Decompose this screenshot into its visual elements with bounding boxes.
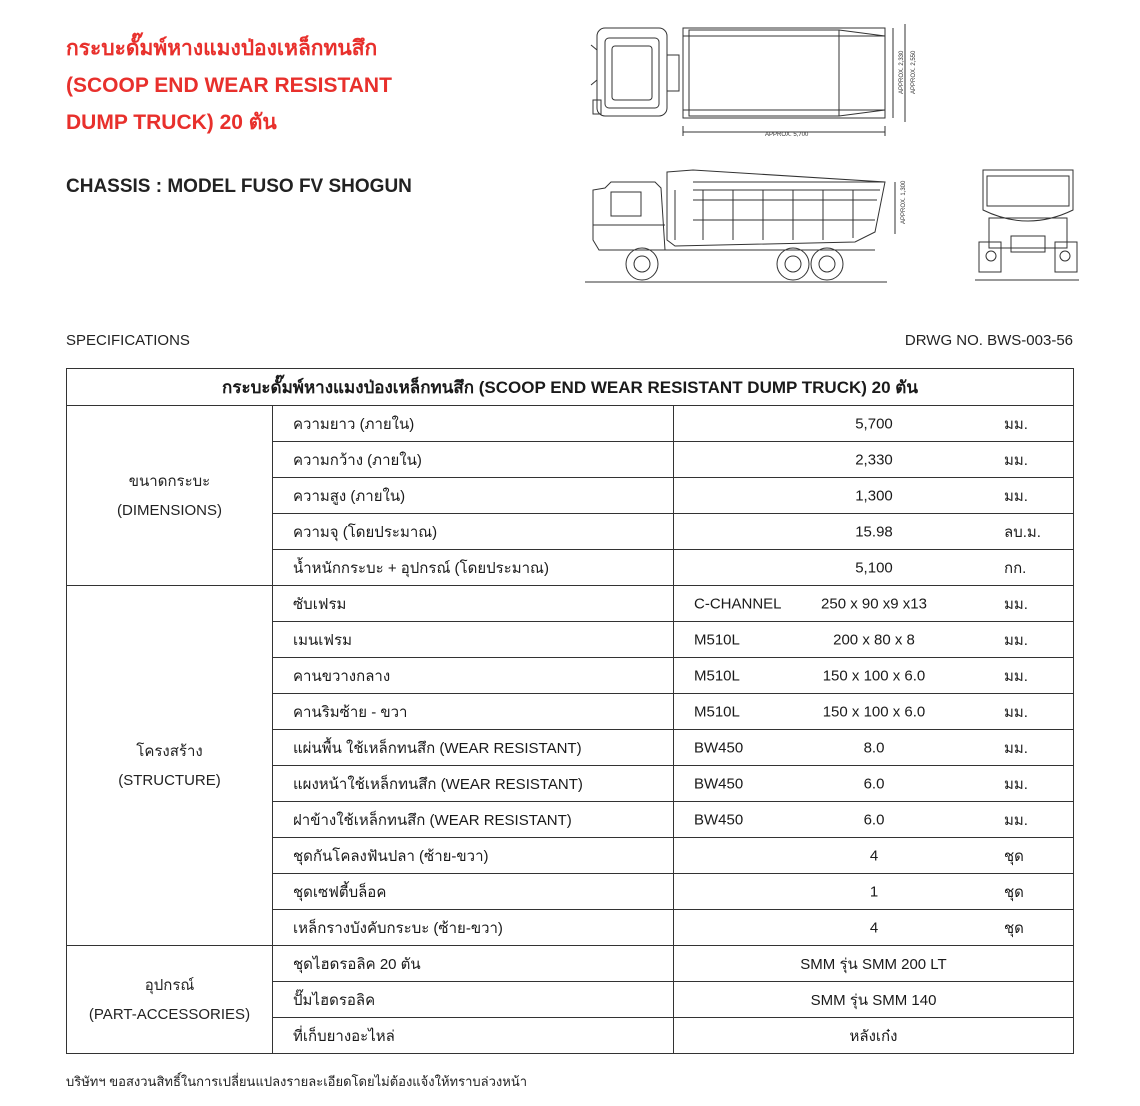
table-header-row xyxy=(67,369,1074,406)
title-line-2: (SCOOP END WEAR RESISTANT xyxy=(66,74,392,97)
side-view-drawing xyxy=(585,170,895,282)
item-value: 15.98 xyxy=(855,523,893,540)
value-cell xyxy=(674,514,1074,550)
chassis-model: CHASSIS : MODEL FUSO FV SHOGUN xyxy=(66,176,412,197)
footnote: บริษัทฯ ขอสงวนสิทธิ์ในการเปลี่ยนแปลงรายละเอียดโดยไม่ต้องแจ้งให้ทราบล่วงหน้า xyxy=(66,1074,528,1089)
group-accessories-en: (PART-ACCESSORIES) xyxy=(88,1005,251,1023)
specifications-table xyxy=(66,368,1074,1054)
table-row xyxy=(67,406,1074,442)
item-label: ปั๊มไฮดรอลิค xyxy=(273,982,674,1018)
truck-drawings xyxy=(575,10,1095,300)
item-unit: ชุด xyxy=(1004,883,1024,901)
item-unit: ลบ.ม. xyxy=(1004,523,1041,541)
item-label: ความยาว (ภายใน) xyxy=(273,406,674,442)
height-dimension-label: APPROX. 1,300 xyxy=(901,180,907,224)
item-label: ชุดเซฟตี้บล็อค xyxy=(273,874,674,910)
item-label: คานขวางกลาง xyxy=(273,658,674,694)
item-value: SMM รุ่น SMM 140 xyxy=(674,982,1074,1018)
value-cell xyxy=(674,622,1074,658)
group-structure-th: โครงสร้าง xyxy=(136,742,203,760)
item-value: 5,100 xyxy=(855,559,893,576)
material-grade: M510L xyxy=(694,667,740,684)
value-cell xyxy=(674,586,1074,622)
group-dimensions xyxy=(67,406,273,586)
item-label: เมนเฟรม xyxy=(273,622,674,658)
item-unit: มม. xyxy=(1004,415,1028,433)
item-label: แผงหน้าใช้เหล็กทนสึก (WEAR RESISTANT) xyxy=(273,766,674,802)
value-cell xyxy=(674,838,1074,874)
material-grade: BW450 xyxy=(694,739,744,756)
item-size: 150 x 100 x 6.0 xyxy=(822,703,926,720)
outer-width-label: APPROX. 2,550 xyxy=(911,50,917,94)
group-accessories xyxy=(67,946,273,1054)
item-label: ชุดกันโคลงฟันปลา (ซ้าย-ขวา) xyxy=(273,838,674,874)
item-unit: มม. xyxy=(1004,595,1028,613)
length-dimension-label: APPROX. 5,700 xyxy=(765,132,809,138)
item-value: SMM รุ่น SMM 200 LT xyxy=(674,946,1074,982)
material-grade: BW450 xyxy=(694,775,744,792)
item-unit: ชุด xyxy=(1004,919,1024,937)
item-quantity: 1 xyxy=(869,883,879,900)
rear-view-drawing xyxy=(975,170,1079,280)
item-unit: กก. xyxy=(1004,559,1027,577)
item-label: ความจุ (โดยประมาณ) xyxy=(273,514,674,550)
item-value: 2,330 xyxy=(855,451,893,468)
item-label: แผ่นพื้น ใช้เหล็กทนสึก (WEAR RESISTANT) xyxy=(273,730,674,766)
table-header: กระบะดั๊มพ์หางแมงป่องเหล็กทนสึก (SCOOP END WEAR RESISTANT DUMP TRUCK) 20 ตัน xyxy=(67,369,1074,406)
item-label: ฝาข้างใช้เหล็กทนสึก (WEAR RESISTANT) xyxy=(273,802,674,838)
item-size: 250 x 90 x9 x13 xyxy=(821,595,927,612)
item-size: 200 x 80 x 8 xyxy=(833,631,915,648)
material-grade: M510L xyxy=(694,631,740,648)
value-cell xyxy=(674,730,1074,766)
item-unit: มม. xyxy=(1004,775,1028,793)
item-unit: มม. xyxy=(1004,451,1028,469)
value-cell xyxy=(674,478,1074,514)
item-unit: มม. xyxy=(1004,667,1028,685)
material-grade: BW450 xyxy=(694,811,744,828)
item-value: 5,700 xyxy=(855,415,893,432)
item-label: ความสูง (ภายใน) xyxy=(273,478,674,514)
value-cell xyxy=(674,874,1074,910)
drawing-number: DRWG NO. BWS-003-56 xyxy=(904,332,1073,349)
group-structure xyxy=(67,586,273,946)
value-cell xyxy=(674,442,1074,478)
item-quantity: 4 xyxy=(869,919,879,936)
top-view-drawing xyxy=(591,24,905,136)
item-label: น้ำหนักกระบะ + อุปกรณ์ (โดยประมาณ) xyxy=(273,550,674,586)
value-cell xyxy=(674,910,1074,946)
group-dimensions-en: (DIMENSIONS) xyxy=(117,501,222,519)
item-label: ซับเฟรม xyxy=(273,586,674,622)
item-unit: มม. xyxy=(1004,631,1028,649)
material-grade: M510L xyxy=(694,703,740,720)
material-grade: C-CHANNEL xyxy=(694,595,782,612)
item-label: ชุดไฮดรอลิค 20 ตัน xyxy=(273,946,674,982)
item-value: หลังเก๋ง xyxy=(674,1018,1074,1054)
item-size: 6.0 xyxy=(863,775,885,792)
group-dimensions-th: ขนาดกระบะ xyxy=(128,472,211,490)
item-size: 8.0 xyxy=(863,739,885,756)
title-line-3: DUMP TRUCK) 20 ตัน xyxy=(66,111,277,134)
item-unit: มม. xyxy=(1004,739,1028,757)
item-label: เหล็กรางบังคับกระบะ (ซ้าย-ขวา) xyxy=(273,910,674,946)
value-cell xyxy=(674,550,1074,586)
value-cell xyxy=(674,802,1074,838)
value-cell xyxy=(674,766,1074,802)
item-label: คานริมซ้าย - ขวา xyxy=(273,694,674,730)
table-row xyxy=(67,946,1074,982)
value-cell xyxy=(674,406,1074,442)
item-unit: ชุด xyxy=(1004,847,1024,865)
value-cell xyxy=(674,694,1074,730)
inner-width-label: APPROX. 2,330 xyxy=(899,50,905,94)
item-value: 1,300 xyxy=(855,487,893,504)
title-line-1: กระบะดั๊มพ์หางแมงป่องเหล็กทนสึก xyxy=(66,37,378,60)
item-label: ที่เก็บยางอะไหล่ xyxy=(273,1018,674,1054)
item-size: 150 x 100 x 6.0 xyxy=(822,667,926,684)
group-structure-en: (STRUCTURE) xyxy=(118,771,221,789)
item-unit: มม. xyxy=(1004,703,1028,721)
item-unit: มม. xyxy=(1004,487,1028,505)
item-quantity: 4 xyxy=(869,847,879,864)
item-label: ความกว้าง (ภายใน) xyxy=(273,442,674,478)
document-title xyxy=(66,30,546,141)
group-accessories-th: อุปกรณ์ xyxy=(144,976,195,994)
item-unit: มม. xyxy=(1004,811,1028,829)
item-size: 6.0 xyxy=(863,811,885,828)
value-cell xyxy=(674,658,1074,694)
specifications-label: SPECIFICATIONS xyxy=(66,332,190,349)
table-row xyxy=(67,586,1074,622)
